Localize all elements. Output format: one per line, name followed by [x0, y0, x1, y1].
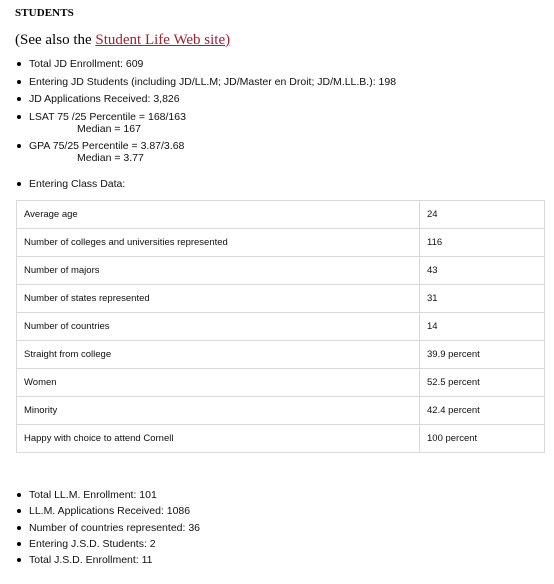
row-label: Number of countries — [17, 313, 420, 341]
row-value: 52.5 percent — [420, 369, 545, 397]
row-value: 100 percent — [420, 425, 545, 453]
entering-class-table — [16, 200, 545, 453]
row-label: Average age — [17, 201, 420, 229]
table-row — [17, 369, 545, 397]
list-item-text: JD Applications Received: 3,826 — [29, 93, 180, 105]
lsat-median: Median = 167 — [77, 122, 141, 135]
bullet-icon — [17, 493, 21, 497]
table-row — [17, 313, 545, 341]
bullet-icon — [17, 542, 21, 546]
bullet-icon — [17, 115, 21, 119]
list-item-text: Entering JD Students (including JD/LL.M; JD/Master en Droit; JD/M.LL.B.): 198 — [29, 75, 397, 88]
row-label: Straight from college — [17, 341, 420, 369]
row-label: Number of states represented — [17, 285, 420, 313]
see-also-note — [15, 32, 230, 49]
list-item — [15, 178, 125, 190]
graduate-stats-list — [15, 489, 200, 570]
list-item-text: Total J.S.D. Enrollment: 11 — [29, 554, 153, 567]
row-label: Minority — [17, 397, 420, 425]
list-item-text: LL.M. Applications Received: 1086 — [29, 505, 191, 518]
list-item — [15, 554, 200, 566]
bullet-icon — [17, 182, 21, 186]
list-item — [15, 505, 200, 517]
table-row — [17, 257, 545, 285]
table-row — [17, 397, 545, 425]
lsat-percentile: LSAT 75 /25 Percentile = 168/163 — [29, 110, 186, 123]
gpa-item — [15, 140, 396, 164]
table-row — [17, 201, 545, 229]
student-life-link[interactable]: Student Life Web site) — [95, 32, 231, 48]
entering-class-label: Entering Class Data: — [29, 178, 126, 190]
enrollment-stats-list — [15, 58, 396, 170]
list-item — [15, 58, 396, 70]
list-item — [15, 93, 396, 105]
row-value: 31 — [420, 285, 545, 313]
gpa-median: Median = 3.77 — [77, 152, 144, 164]
bullet-icon — [17, 558, 21, 562]
row-value: 116 — [420, 229, 545, 257]
table-row — [17, 425, 545, 453]
list-item-text: Total JD Enrollment: 609 — [29, 58, 144, 70]
list-item — [15, 522, 200, 534]
list-item — [15, 76, 396, 88]
bullet-icon — [17, 144, 21, 148]
bullet-icon — [17, 62, 21, 66]
section-heading: STUDENTS — [15, 7, 74, 19]
list-item-text: Entering J.S.D. Students: 2 — [29, 537, 156, 550]
lsat-item — [15, 111, 396, 135]
row-label: Number of colleges and universities represented — [17, 229, 420, 257]
row-value: 42.4 percent — [420, 397, 545, 425]
bullet-icon — [17, 526, 21, 530]
list-item — [15, 489, 200, 501]
list-item-text: Total LL.M. Enrollment: 101 — [29, 489, 157, 501]
table-row — [17, 229, 545, 257]
table-row — [17, 285, 545, 313]
row-value: 14 — [420, 313, 545, 341]
gpa-percentile: GPA 75/25 Percentile = 3.87/3.68 — [29, 140, 185, 152]
see-also-prefix: (See also the — [15, 32, 96, 48]
row-value: 39.9 percent — [420, 341, 545, 369]
bullet-icon — [17, 80, 21, 84]
row-value: 43 — [420, 257, 545, 285]
list-item-text: Number of countries represented: 36 — [29, 521, 201, 534]
bullet-icon — [17, 509, 21, 513]
bullet-icon — [17, 97, 21, 101]
row-label: Number of majors — [17, 257, 420, 285]
list-item — [15, 538, 200, 550]
row-value: 24 — [420, 201, 545, 229]
row-label: Happy with choice to attend Cornell — [17, 425, 420, 453]
entering-class-heading-list — [15, 178, 125, 190]
table-row — [17, 341, 545, 369]
row-label: Women — [17, 369, 420, 397]
